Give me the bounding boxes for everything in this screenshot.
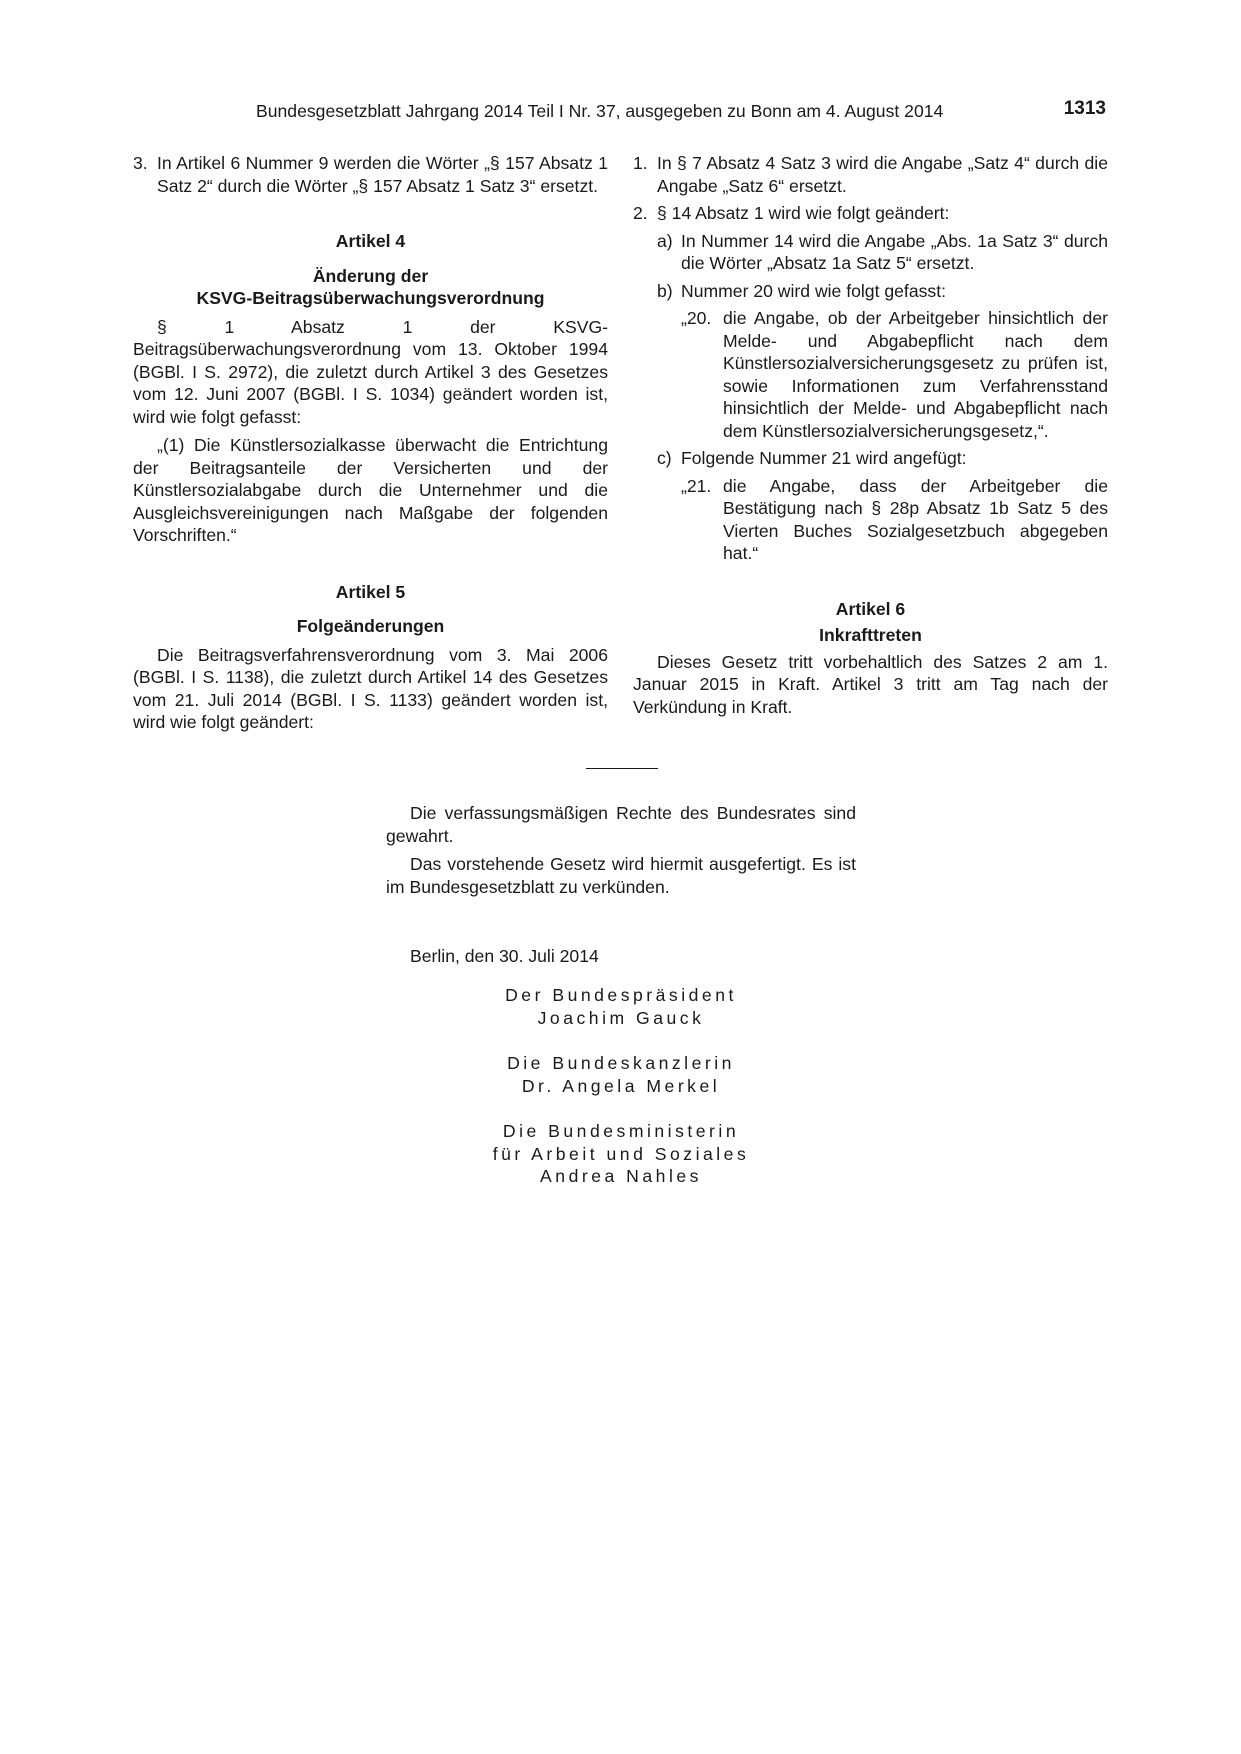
item-text: In Nummer 14 wird die Angabe „Abs. 1a Satz 3“ durch die Wörter „Absatz 1a Satz 5“ ersetzt. bbox=[681, 230, 1108, 273]
article-4-subtitle-line2: KSVG-Beitragsüberwachungsverordnung bbox=[196, 288, 545, 308]
signature-block-minister bbox=[386, 1120, 856, 1188]
article-6-title: Artikel 6 bbox=[835, 598, 906, 619]
article-4-quote: „(1) Die Künstlersozialkasse überwacht die Entrichtung der Beitragsanteile der Versicherten und der Künstlersozialabgabe durch die Unternehmer und die Ausgleichsvereinigungen nach Maßgabe der folgenden Vorschriften.“ bbox=[133, 435, 608, 545]
list-item-2b bbox=[633, 280, 1108, 303]
quoted-number-20 bbox=[633, 307, 1108, 442]
article-4-paragraph: § 1 Absatz 1 der KSVG-Beitragsüberwachungsverordnung vom 13. Oktober 1994 (BGBl. I S. 2972), die zuletzt durch Artikel 3 des Gesetzes vom 12. Juni 2007 (BGBl. I S. 1034) geändert worden ist, wird wie folgt gefasst: bbox=[133, 316, 608, 427]
signature-role: Der Bundespräsident bbox=[505, 985, 737, 1005]
page-number: 1313 bbox=[1063, 98, 1106, 119]
list-item-2c bbox=[633, 447, 1108, 470]
item-letter: c) bbox=[657, 448, 672, 468]
item-text: § 14 Absatz 1 wird wie folgt geändert: bbox=[657, 203, 950, 223]
page-header bbox=[256, 100, 1106, 124]
article-4-title: Artikel 4 bbox=[335, 231, 406, 251]
list-item-2 bbox=[633, 202, 1108, 225]
signature-role-2: für Arbeit und Soziales bbox=[492, 1143, 750, 1164]
item-number: 2. bbox=[633, 203, 648, 223]
quoted-number-text: die Angabe, ob der Arbeitgeber hinsichtlich der Melde- und Abgabepflicht nach dem Künstlersozialversicherungsgesetz zu prüfen ist, sowie Informationen zum Verfahrensstand hinsichtlich der Melde- und Abgabepflicht nach dem Künstlersozialversicherungsgesetz,“. bbox=[723, 308, 1108, 441]
place-date: Berlin, den 30. Juli 2014 bbox=[410, 946, 599, 966]
list-item-2a bbox=[633, 230, 1108, 275]
signature-role: Die Bundeskanzlerin bbox=[507, 1053, 735, 1073]
divider bbox=[586, 768, 658, 769]
list-item-1 bbox=[633, 152, 1108, 197]
closing-paragraph-1: Die verfassungsmäßigen Rechte des Bundesrates sind gewahrt. bbox=[386, 803, 856, 846]
signature-block-chancellor bbox=[386, 1052, 856, 1097]
right-column bbox=[633, 152, 1108, 724]
quoted-number-21 bbox=[633, 475, 1108, 565]
quoted-number-label: „20. bbox=[681, 308, 712, 328]
quoted-number-label: „21. bbox=[681, 475, 712, 496]
item-letter: b) bbox=[657, 280, 673, 301]
signature-name: Joachim Gauck bbox=[537, 1007, 705, 1028]
left-column bbox=[133, 152, 608, 740]
item-text: Folgende Nummer 21 wird angefügt: bbox=[681, 448, 967, 468]
item-text: In § 7 Absatz 4 Satz 3 wird die Angabe „Satz 4“ durch die Angabe „Satz 6“ ersetzt. bbox=[657, 153, 1108, 196]
item-number: 3. bbox=[133, 153, 148, 173]
signature-block-president bbox=[386, 984, 856, 1029]
item-number: 1. bbox=[633, 153, 648, 173]
signature-name: Andrea Nahles bbox=[540, 1166, 702, 1186]
header-title: Bundesgesetzblatt Jahrgang 2014 Teil I Nr. 37, ausgegeben zu Bonn am 4. August 2014 bbox=[256, 101, 944, 121]
item-text: Nummer 20 wird wie folgt gefasst: bbox=[681, 280, 946, 301]
signature-role: Die Bundesministerin bbox=[502, 1121, 740, 1141]
article-5-paragraph: Die Beitragsverfahrensverordnung vom 3. Mai 2006 (BGBl. I S. 1138), die zuletzt durch Artikel 14 des Gesetzes vom 21. Juli 2014 (BGBl. I S. 1133) geändert worden ist, wird wie folgt geändert: bbox=[133, 644, 608, 732]
article-5-title: Artikel 5 bbox=[335, 581, 406, 602]
quoted-number-text: die Angabe, dass der Arbeitgeber die Bestätigung nach § 28p Absatz 1b Satz 5 des Vierten Buches Sozialgesetzbuch abgegeben hat.“ bbox=[723, 475, 1108, 563]
closing-formula bbox=[386, 802, 856, 904]
article-6-paragraph: Dieses Gesetz tritt vorbehaltlich des Satzes 2 am 1. Januar 2015 in Kraft. Artikel 3 tritt am Tag nach der Verkündung in Kraft. bbox=[633, 651, 1108, 717]
item-text: In Artikel 6 Nummer 9 werden die Wörter „§ 157 Absatz 1 Satz 2“ durch die Wörter „§ 157 Absatz 1 Satz 3“ ersetzt. bbox=[157, 153, 608, 196]
article-5-subtitle: Folgeänderungen bbox=[296, 616, 445, 636]
article-4-subtitle-line1: Änderung der bbox=[312, 265, 429, 286]
list-item-3 bbox=[133, 152, 608, 197]
item-letter: a) bbox=[657, 230, 673, 251]
closing-paragraph-2: Das vorstehende Gesetz wird hiermit ausgefertigt. Es ist im Bundesgesetzblatt zu verkünden. bbox=[386, 854, 856, 897]
signature-name: Dr. Angela Merkel bbox=[521, 1075, 721, 1096]
article-6-subtitle: Inkrafttreten bbox=[819, 625, 922, 645]
